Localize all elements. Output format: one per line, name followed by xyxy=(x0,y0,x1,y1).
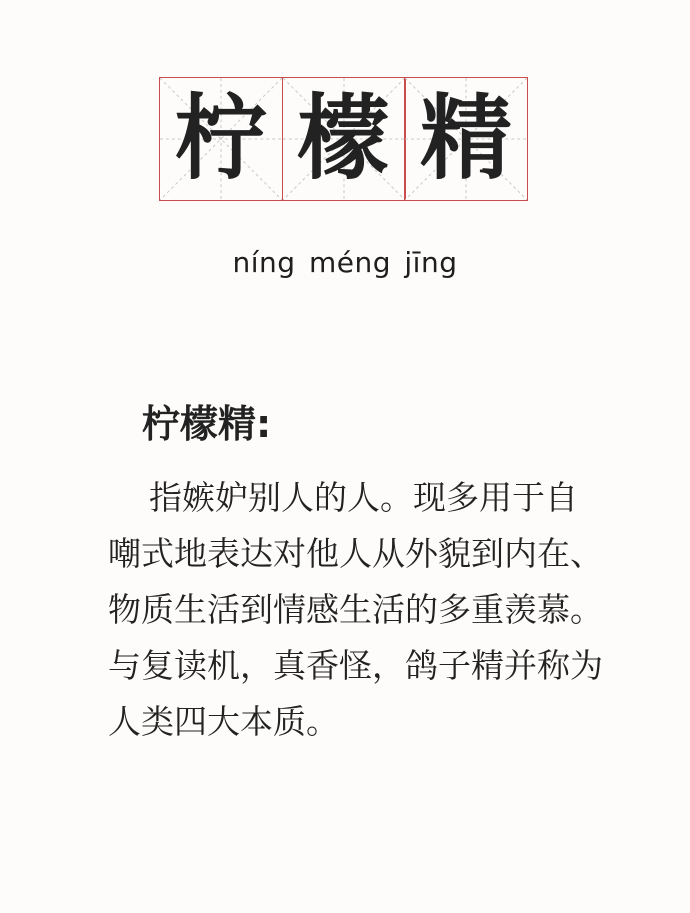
pinyin: níng méng jīng xyxy=(232,246,458,279)
title-cell-1 xyxy=(159,77,283,201)
definition-heading: 柠檬精: xyxy=(142,402,272,446)
title-char: 檬 xyxy=(297,85,390,192)
title-char: 精 xyxy=(419,85,512,192)
title-char: 柠 xyxy=(174,85,267,192)
title-cell-3 xyxy=(404,77,528,201)
title-cell-2 xyxy=(282,77,406,201)
title-grid xyxy=(159,77,527,201)
definition-body: 指嫉妒别人的人。现多用于自嘲式地表达对他人从外貌到内在、物质生活到情感生活的多重羡慕。 与复读机，真香怪，鸽子精并称为人类四大本质。 xyxy=(108,478,603,741)
